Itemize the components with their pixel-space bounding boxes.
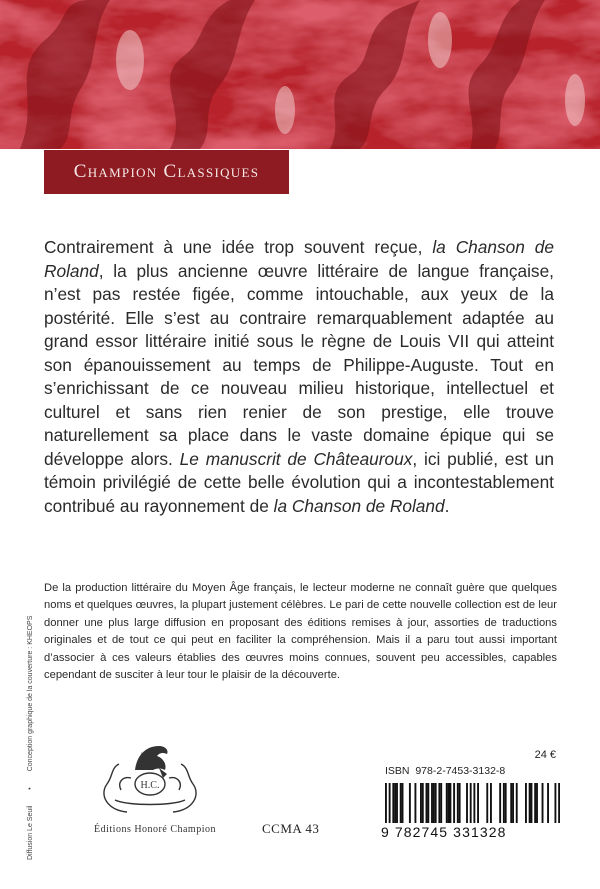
barcode-bar (440, 783, 442, 823)
logo-monogram: H.C. (140, 780, 160, 791)
barcode-bar (422, 783, 424, 823)
publisher-logo (87, 740, 213, 820)
barcode-bar (499, 783, 501, 823)
barcode-bar (449, 783, 451, 823)
barcode-bar (531, 783, 533, 823)
barcode-bar (516, 783, 518, 823)
isbn-label: ISBN 978-2-7453-3132-8 (385, 765, 506, 777)
barcode-bar (414, 783, 416, 823)
barcode-bar (402, 783, 404, 823)
barcode-bar (473, 783, 475, 823)
barcode-bar (420, 783, 422, 823)
summary-segment: Contrairement à une idée trop souvent reçue, (44, 237, 433, 257)
barcode-bar (427, 783, 429, 823)
barcode-bar (525, 783, 527, 823)
barcode-digits: 9 782745 331328 (381, 824, 507, 840)
barcode-bar (534, 783, 536, 823)
collection-title-box (44, 150, 289, 194)
publisher-name: Éditions Honoré Champion (94, 824, 216, 835)
barcode-bar (512, 783, 514, 823)
price: 24 € (534, 749, 556, 761)
marbled-banner (0, 0, 600, 149)
barcode-bar (457, 783, 459, 823)
barcode-bar (435, 783, 437, 823)
summary-segment: , la plus ancienne œuvre littéraire de langue française, n’est pas restée figée, comme intouchable, aux yeux de la postérité. Elle s’est au contraire remarquablement adaptée au grand essor littéraire initié sous le règne de Louis VII qui atteint son épanouissement au temps de Philippe-Auguste. Tout en s’enrichissant de ce nouveau milieu historique, intellectuel et culturel et sans rien renier de son prestige, elle trouve naturellement sa place dans le vaste domaine épique qui se développe alors. (44, 260, 554, 469)
barcode-bar (438, 783, 440, 823)
summary-text (44, 236, 554, 518)
barcode-bar (486, 783, 488, 823)
barcode-bar (385, 783, 387, 823)
summary-title-italic: la Chanson de Roland (273, 495, 445, 516)
barcode-bar (392, 783, 394, 823)
barcode-bar (470, 783, 472, 823)
barcode-bar (510, 783, 512, 823)
barcode-bar (446, 783, 448, 823)
collection-title: Champion Classiques (73, 161, 260, 182)
barcode-bar (431, 783, 433, 823)
barcode-bar (547, 783, 549, 823)
credit-separator: • (27, 787, 34, 790)
summary-title-italic: Le manuscrit de Châteauroux (179, 448, 413, 469)
summary-segment: , ici publié, est un témoin privilégié de cette belle évolution qui a incontestablement contribué au rayonnement de (44, 448, 554, 516)
barcode-bar (394, 783, 396, 823)
barcode-bar (426, 783, 428, 823)
barcode-bar (505, 783, 507, 823)
barcode-bar (453, 783, 455, 823)
barcode-bar (466, 783, 468, 823)
isbn-barcode (385, 783, 560, 823)
series-code: CCMA 43 (262, 821, 320, 836)
summary-segment: . (444, 495, 450, 516)
barcode-bar (542, 783, 544, 823)
design-credit: Conception graphique de la couverture : KHEOPS (27, 615, 34, 772)
barcode-bar (409, 783, 411, 823)
distribution-credit: Diffusion Le Seuil (27, 805, 34, 860)
barcode-bar (490, 783, 492, 823)
cover-credits (27, 602, 34, 860)
barcode-bar (433, 783, 435, 823)
barcode-bar (396, 783, 398, 823)
barcode-bar (536, 783, 538, 823)
barcode-bar (400, 783, 402, 823)
barcode-bar (448, 783, 450, 823)
barcode-bar (459, 783, 461, 823)
barcode-bar (503, 783, 505, 823)
barcode-bar (558, 783, 560, 823)
barcode-bar (389, 783, 391, 823)
barcode-bar (529, 783, 531, 823)
collection-description: De la production littéraire du Moyen Âge français, le lecteur moderne ne connaît guère que quelques noms et quelques œuvres, la plupart justement célèbres. Le pari de cette nouvelle collection est de leur donner une plus large diffusion en proposant des éditions remises à jour, assorties de traductions originales et de tout ce qui peut en faciliter la compréhension. Mais il a paru tout aussi important d’associer à ces valeurs établies des œuvres moins connues, souvent peu accessibles, capables cependant de susciter à leur tour le plaisir de la découverte. (44, 582, 557, 682)
barcode-bar (477, 783, 479, 823)
barcode-bar (554, 783, 556, 823)
summary-title-italic: la Chanson de Roland (44, 237, 554, 281)
